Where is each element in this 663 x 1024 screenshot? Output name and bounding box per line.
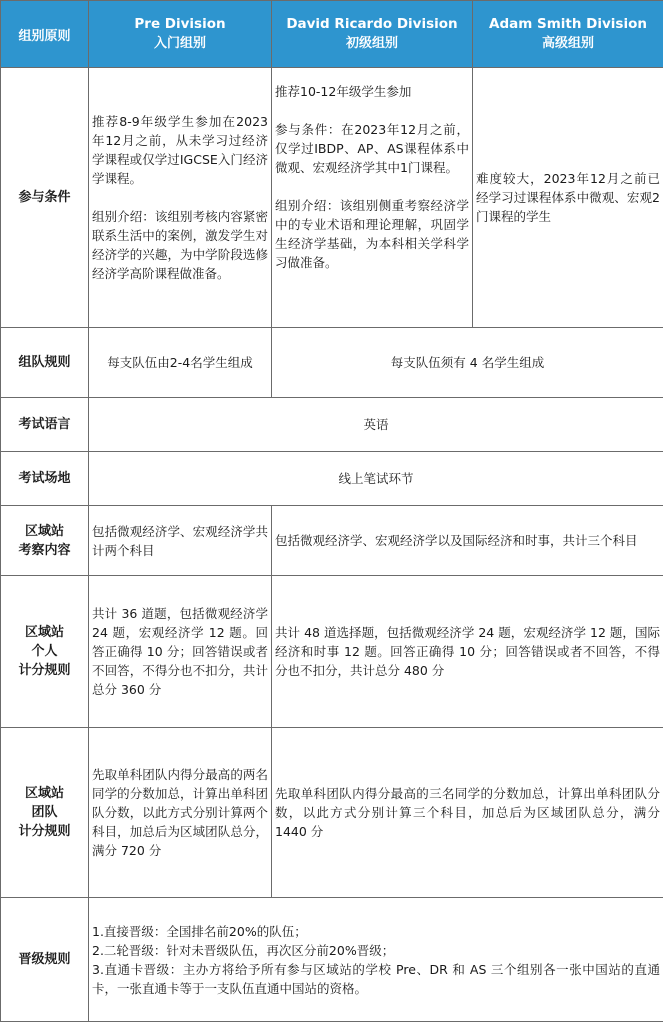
team-others-text: 每支队伍须有 4 名学生组成	[390, 355, 545, 370]
header-row	[1, 1, 663, 68]
row-content	[1, 506, 663, 576]
row-promotion	[1, 898, 663, 1022]
content-pre: 包括微观经济学、宏观经济学共计两个科目	[89, 506, 272, 576]
header-smith-division	[473, 1, 663, 68]
eligibility-smith-condition: 难度较大，2023年12月之前已经学习过课程体系中微观、宏观2门课程的学生	[476, 171, 660, 224]
row-team	[1, 328, 663, 398]
row-label-individual-line2: 个人	[31, 644, 58, 659]
row-label-individual-line3: 计分规则	[18, 663, 71, 678]
row-label-venue: 考试场地	[1, 452, 89, 506]
language-value: 英语	[89, 398, 663, 452]
individual-others: 共计 48 道选择题，包括微观经济学 24 题，宏观经济学 12 题，国际经济和时事 12 题。回答正确得 10 分；回答错误或者不回答，不得分也不扣分，共计总分 480 分	[272, 576, 663, 728]
eligibility-smith	[473, 68, 663, 328]
eligibility-ricardo-intro: 组别介绍：该组别侧重考察经济学中的专业术语和理论理解，巩固学生经济学基础，为本科相关学科学习做准备。	[275, 198, 469, 270]
row-label-team-score-line1: 区域站	[24, 786, 64, 801]
header-pre-division	[89, 1, 272, 68]
pre-division-name: Pre Division	[134, 16, 226, 32]
row-label-content-line2: 考察内容	[18, 542, 71, 558]
row-venue	[1, 452, 663, 506]
row-team-score	[1, 728, 663, 898]
row-language	[1, 398, 663, 452]
row-label-promotion: 晋级规则	[1, 898, 89, 1022]
content-others: 包括微观经济学、宏观经济学以及国际经济和时事，共计三个科目	[272, 506, 663, 576]
eligibility-ricardo	[272, 68, 473, 328]
smith-division-sub: 高级组别	[541, 36, 594, 51]
row-label-team-score-line2: 团队	[31, 805, 58, 820]
row-label-team-score-line3: 计分规则	[18, 824, 71, 839]
header-col-label: 组别原则	[1, 1, 89, 68]
eligibility-pre-intro: 组别介绍：该组别考核内容紧密联系生活中的案例，激发学生对经济学的兴趣，为中学阶段选修经济学高阶课程做准备。	[92, 209, 268, 281]
team-others	[272, 328, 663, 398]
eligibility-ricardo-recommend: 推荐10-12年级学生参加	[275, 84, 412, 99]
row-label-language: 考试语言	[1, 398, 89, 452]
team-score-pre: 先取单科团队内得分最高的两名同学的分数加总，计算出单科团队分数，以此方式分别计算两个科目，加总后为区域团队总分，满分 720 分	[89, 728, 272, 898]
row-label-content	[1, 506, 89, 576]
row-label-team: 组队规则	[1, 328, 89, 398]
promotion-rule-pass-card: 3.直通卡晋级：主办方将给予所有参与区域站的学校 Pre、DR 和 AS 三个组别各一张中国站的直通卡，一张直通卡等于一支队伍直通中国站的资格。	[92, 961, 660, 996]
row-label-content-line1: 区域站	[24, 523, 64, 539]
individual-pre: 共计 36 道题，包括微观经济学 24 题，宏观经济学 12 题。回答正确得 10 分；回答错误或者不回答，不得分也不扣分，共计总分 360 分	[89, 576, 272, 728]
row-label-individual-line1: 区域站	[24, 625, 64, 640]
promotion-rules	[89, 898, 663, 1022]
smith-division-name: Adam Smith Division	[489, 16, 647, 32]
pre-division-sub: 入门组别	[153, 36, 206, 51]
team-score-others: 先取单科团队内得分最高的三名同学的分数加总，计算出单科团队分数，以此方式分别计算三个科目，加总后为区域团队总分，满分 1440 分	[272, 728, 663, 898]
venue-value: 线上笔试环节	[89, 452, 663, 506]
row-label-eligibility: 参与条件	[1, 68, 89, 328]
eligibility-pre	[89, 68, 272, 328]
row-eligibility	[1, 68, 663, 328]
header-ricardo-division	[272, 1, 473, 68]
ricardo-division-name: David Ricardo Division	[286, 16, 458, 32]
eligibility-ricardo-condition: 参与条件：在2023年12月之前，仅学过IBDP、AP、AS课程体系中微观、宏观经济学其中1门课程。	[275, 122, 469, 175]
row-label-team-score	[1, 728, 89, 898]
promotion-rule-direct: 1.直接晋级：全国排名前20%的队伍；	[92, 923, 307, 939]
eligibility-pre-recommend: 推荐8-9年级学生参加在2023年12月之前，从未学习过经济学课程或仅学过IGCSE入门经济学课程。	[92, 114, 268, 186]
ricardo-division-sub: 初级组别	[345, 36, 398, 51]
promotion-rule-second-round: 2.二轮晋级：针对未晋级队伍，再次区分前20%晋级；	[92, 942, 395, 958]
row-label-individual	[1, 576, 89, 728]
row-individual	[1, 576, 663, 728]
team-pre: 每支队伍由2-4名学生组成	[89, 328, 272, 398]
